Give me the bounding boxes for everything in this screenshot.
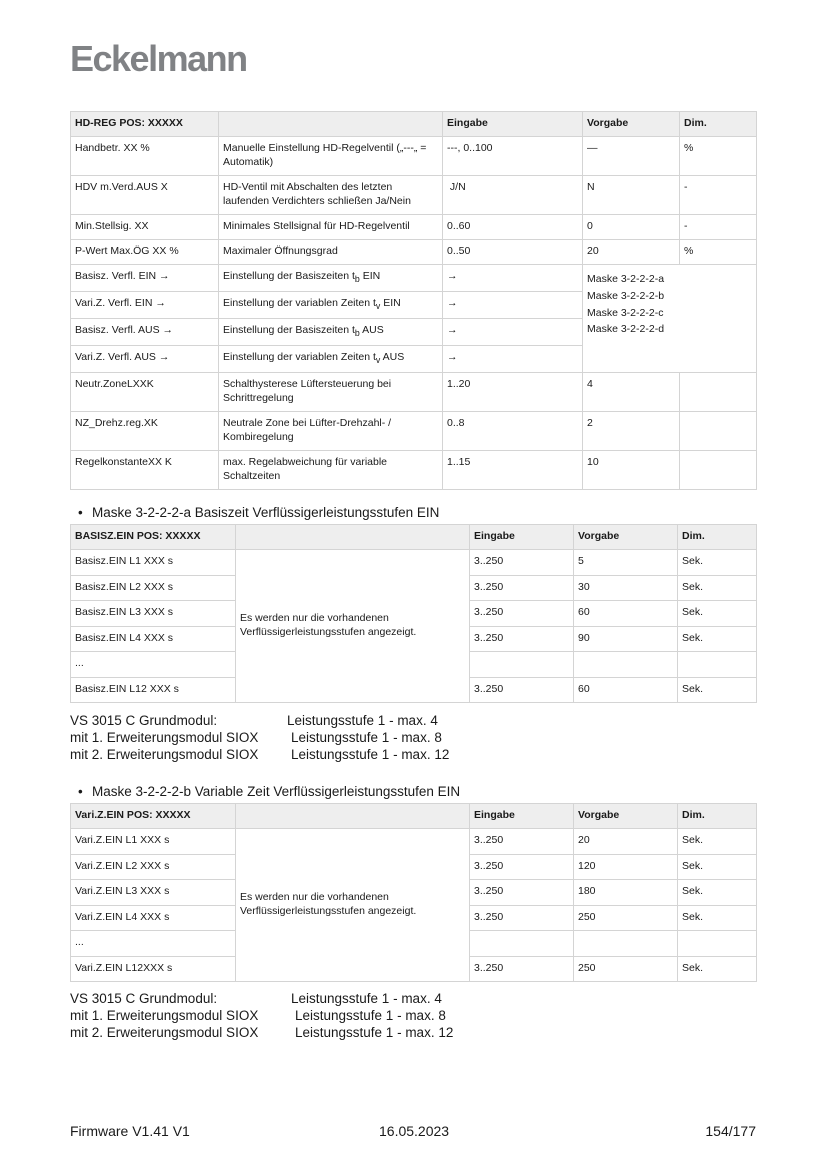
header-cell: Vorgabe	[574, 804, 678, 829]
param-input: 3..250	[470, 880, 574, 906]
header-cell: Eingabe	[470, 525, 574, 550]
param-input: 0..8	[443, 412, 583, 451]
section-heading-b	[78, 784, 460, 799]
note-value: Leistungsstufe 1 - max. 12	[295, 1025, 454, 1040]
param-input: 0..60	[443, 215, 583, 240]
note-cell: Es werden nur die vorhandenen Verflüssigerleistungsstufen angezeigt.	[236, 550, 470, 703]
param-desc: max. Regelabweichung für variable Schaltzeiten	[219, 451, 443, 490]
param-dim: Sek.	[678, 626, 757, 652]
param-dim: Sek.	[678, 575, 757, 601]
table-header-row	[71, 525, 757, 550]
param-label: Basisz.EIN L1 XXX s	[71, 550, 236, 576]
param-default: 250	[574, 956, 678, 982]
param-dim: Sek.	[678, 880, 757, 906]
param-label: Vari.Z. Verfl. AUS →	[71, 346, 219, 373]
param-label: ...	[71, 652, 236, 678]
param-label: Basisz.EIN L12 XXX s	[71, 677, 236, 703]
param-dim	[680, 412, 757, 451]
bullet-icon: •	[78, 784, 83, 799]
note-value: Leistungsstufe 1 - max. 4	[291, 991, 442, 1006]
header-cell	[236, 525, 470, 550]
note-cell: Es werden nur die vorhandenen Verflüssigerleistungsstufen angezeigt.	[236, 829, 470, 982]
param-dim: Sek.	[678, 601, 757, 627]
param-desc: Einstellung der variablen Zeiten $t_v$ AUS	[219, 346, 443, 373]
param-input: ---, 0..100	[443, 137, 583, 176]
param-input: 3..250	[470, 829, 574, 855]
param-default: 30	[574, 575, 678, 601]
param-input: →	[443, 319, 583, 346]
param-label: ...	[71, 931, 236, 957]
param-input: 3..250	[470, 677, 574, 703]
param-label: Neutr.ZoneLXXK	[71, 373, 219, 412]
note-label: mit 2. Erweiterungsmodul SIOX	[70, 1025, 259, 1040]
header-cell: Dim.	[678, 804, 757, 829]
param-dim: %	[680, 240, 757, 265]
param-input: 0..50	[443, 240, 583, 265]
table-header-row	[71, 804, 757, 829]
param-dim: -	[680, 176, 757, 215]
header-cell: Vari.Z.EIN POS: XXXXX	[71, 804, 236, 829]
param-label: Vari.Z.EIN L4 XXX s	[71, 905, 236, 931]
param-default: 60	[574, 677, 678, 703]
param-input: 3..250	[470, 601, 574, 627]
param-dim	[680, 373, 757, 412]
param-default: 250	[574, 905, 678, 931]
header-cell: Eingabe	[470, 804, 574, 829]
param-dim: Sek.	[678, 956, 757, 982]
param-desc: Einstellung der Basiszeiten $t_b$ AUS	[219, 319, 443, 346]
mask-link[interactable]: Maske 3-2-2-2-a	[587, 273, 665, 285]
param-label: Vari.Z.EIN L12XXX s	[71, 956, 236, 982]
param-dim: Sek.	[678, 829, 757, 855]
param-input: 1..20	[443, 373, 583, 412]
param-label: Basisz. Verfl. AUS →	[71, 319, 219, 346]
mask-list	[583, 265, 757, 373]
table-row	[71, 176, 757, 215]
table-row	[71, 412, 757, 451]
mask-link[interactable]: Maske 3-2-2-2-c	[587, 306, 664, 319]
param-default: —	[583, 137, 680, 176]
note-label: VS 3015 C Grundmodul:	[70, 991, 218, 1006]
param-label: Basisz. Verfl. EIN →	[71, 265, 219, 292]
param-dim: -	[680, 215, 757, 240]
param-default: 5	[574, 550, 678, 576]
table-row	[71, 829, 757, 855]
param-dim: Sek.	[678, 550, 757, 576]
param-input	[470, 931, 574, 957]
section-heading-a	[78, 505, 439, 520]
param-dim: Sek.	[678, 854, 757, 880]
param-input: →	[443, 265, 583, 292]
param-input: →	[443, 292, 583, 319]
param-label: Basisz.EIN L3 XXX s	[71, 601, 236, 627]
param-input: J/N	[443, 176, 583, 215]
table-row	[71, 137, 757, 176]
param-default: 90	[574, 626, 678, 652]
param-label: Basisz.EIN L2 XXX s	[71, 575, 236, 601]
section-title: Maske 3-2-2-2-b Variable Zeit Verflüssigerleistungsstufen EIN	[92, 784, 461, 799]
header-cell: Dim.	[680, 112, 757, 137]
param-input: 3..250	[470, 626, 574, 652]
header-cell: Dim.	[678, 525, 757, 550]
table-header-row	[71, 112, 757, 137]
basisz-ein-table	[70, 524, 757, 703]
table-row	[71, 373, 757, 412]
param-default	[574, 652, 678, 678]
note-label: mit 1. Erweiterungsmodul SIOX	[70, 730, 259, 745]
header-cell: HD-REG POS: XXXXX	[71, 112, 219, 137]
param-label: Basisz.EIN L4 XXX s	[71, 626, 236, 652]
param-default: 20	[574, 829, 678, 855]
param-desc: Maximaler Öffnungsgrad	[219, 240, 443, 265]
param-default: 2	[583, 412, 680, 451]
note-label: mit 1. Erweiterungsmodul SIOX	[70, 1008, 259, 1023]
param-label: Vari.Z.EIN L3 XXX s	[71, 880, 236, 906]
bullet-icon: •	[78, 505, 83, 520]
param-label: HDV m.Verd.AUS X	[71, 176, 219, 215]
param-desc: Schalthysterese Lüftersteuerung bei Schrittregelung	[219, 373, 443, 412]
param-desc: HD-Ventil mit Abschalten des letzten laufenden Verdichters schließen Ja/Nein	[219, 176, 443, 215]
param-input: 3..250	[470, 956, 574, 982]
param-dim: %	[680, 137, 757, 176]
hd-reg-table	[70, 111, 757, 490]
company-logo: Eckelmann	[70, 38, 247, 79]
note-label: mit 2. Erweiterungsmodul SIOX	[70, 747, 259, 762]
param-input	[470, 652, 574, 678]
header-cell	[219, 112, 443, 137]
param-desc: Manuelle Einstellung HD-Regelventil („---„ = Automatik)	[219, 137, 443, 176]
param-label: P-Wert Max.ÖG XX %	[71, 240, 219, 265]
table-row	[71, 265, 757, 292]
param-input: 3..250	[470, 575, 574, 601]
param-input: 3..250	[470, 905, 574, 931]
param-dim: Sek.	[678, 905, 757, 931]
note-value: Leistungsstufe 1 - max. 4	[287, 713, 438, 728]
param-input: →	[443, 346, 583, 373]
mask-link[interactable]: Maske 3-2-2-2-d	[587, 323, 665, 336]
param-desc: Minimales Stellsignal für HD-Regelventil	[219, 215, 443, 240]
param-default: 60	[574, 601, 678, 627]
param-dim: Sek.	[678, 677, 757, 703]
param-default: 180	[574, 880, 678, 906]
param-default	[574, 931, 678, 957]
param-dim	[678, 931, 757, 957]
variz-ein-table	[70, 803, 757, 982]
table-row	[71, 451, 757, 490]
param-label: Min.Stellsig. XX	[71, 215, 219, 240]
param-desc: Neutrale Zone bei Lüfter-Drehzahl- / Kombiregelung	[219, 412, 443, 451]
mask-link[interactable]: Maske 3-2-2-2-b	[587, 289, 665, 302]
param-label: NZ_Drehz.reg.XK	[71, 412, 219, 451]
param-label: Vari.Z.EIN L2 XXX s	[71, 854, 236, 880]
param-label: Vari.Z.EIN L1 XXX s	[71, 829, 236, 855]
param-dim	[678, 652, 757, 678]
table-row	[71, 240, 757, 265]
param-input: 3..250	[470, 550, 574, 576]
header-cell: Eingabe	[443, 112, 583, 137]
header-cell: BASISZ.EIN POS: XXXXX	[71, 525, 236, 550]
note-label: VS 3015 C Grundmodul:	[70, 713, 218, 728]
param-dim	[680, 451, 757, 490]
param-label: RegelkonstanteXX K	[71, 451, 219, 490]
footer-page-number: 154/177	[705, 1123, 756, 1139]
table-row	[71, 550, 757, 576]
param-desc: Einstellung der Basiszeiten $t_b$ EIN	[219, 265, 443, 292]
param-default: 120	[574, 854, 678, 880]
note-value: Leistungsstufe 1 - max. 8	[291, 730, 442, 745]
param-label: Vari.Z. Verfl. EIN →	[71, 292, 219, 319]
param-default: 20	[583, 240, 680, 265]
footer-date: 16.05.2023	[379, 1123, 450, 1139]
header-cell: Vorgabe	[583, 112, 680, 137]
section-title: Maske 3-2-2-2-a Basiszeit Verflüssigerleistungsstufen EIN	[92, 505, 440, 520]
param-default: N	[583, 176, 680, 215]
param-input: 3..250	[470, 854, 574, 880]
note-value: Leistungsstufe 1 - max. 8	[295, 1008, 446, 1023]
note-value: Leistungsstufe 1 - max. 12	[291, 747, 450, 762]
header-cell: Vorgabe	[574, 525, 678, 550]
table-row	[71, 215, 757, 240]
param-desc: Einstellung der variablen Zeiten $t_v$ EIN	[219, 292, 443, 319]
param-default: 0	[583, 215, 680, 240]
param-label: Handbetr. XX %	[71, 137, 219, 176]
footer-firmware: Firmware V1.41 V1	[70, 1123, 190, 1139]
param-input: 1..15	[443, 451, 583, 490]
param-default: 4	[583, 373, 680, 412]
header-cell	[236, 804, 470, 829]
param-default: 10	[583, 451, 680, 490]
